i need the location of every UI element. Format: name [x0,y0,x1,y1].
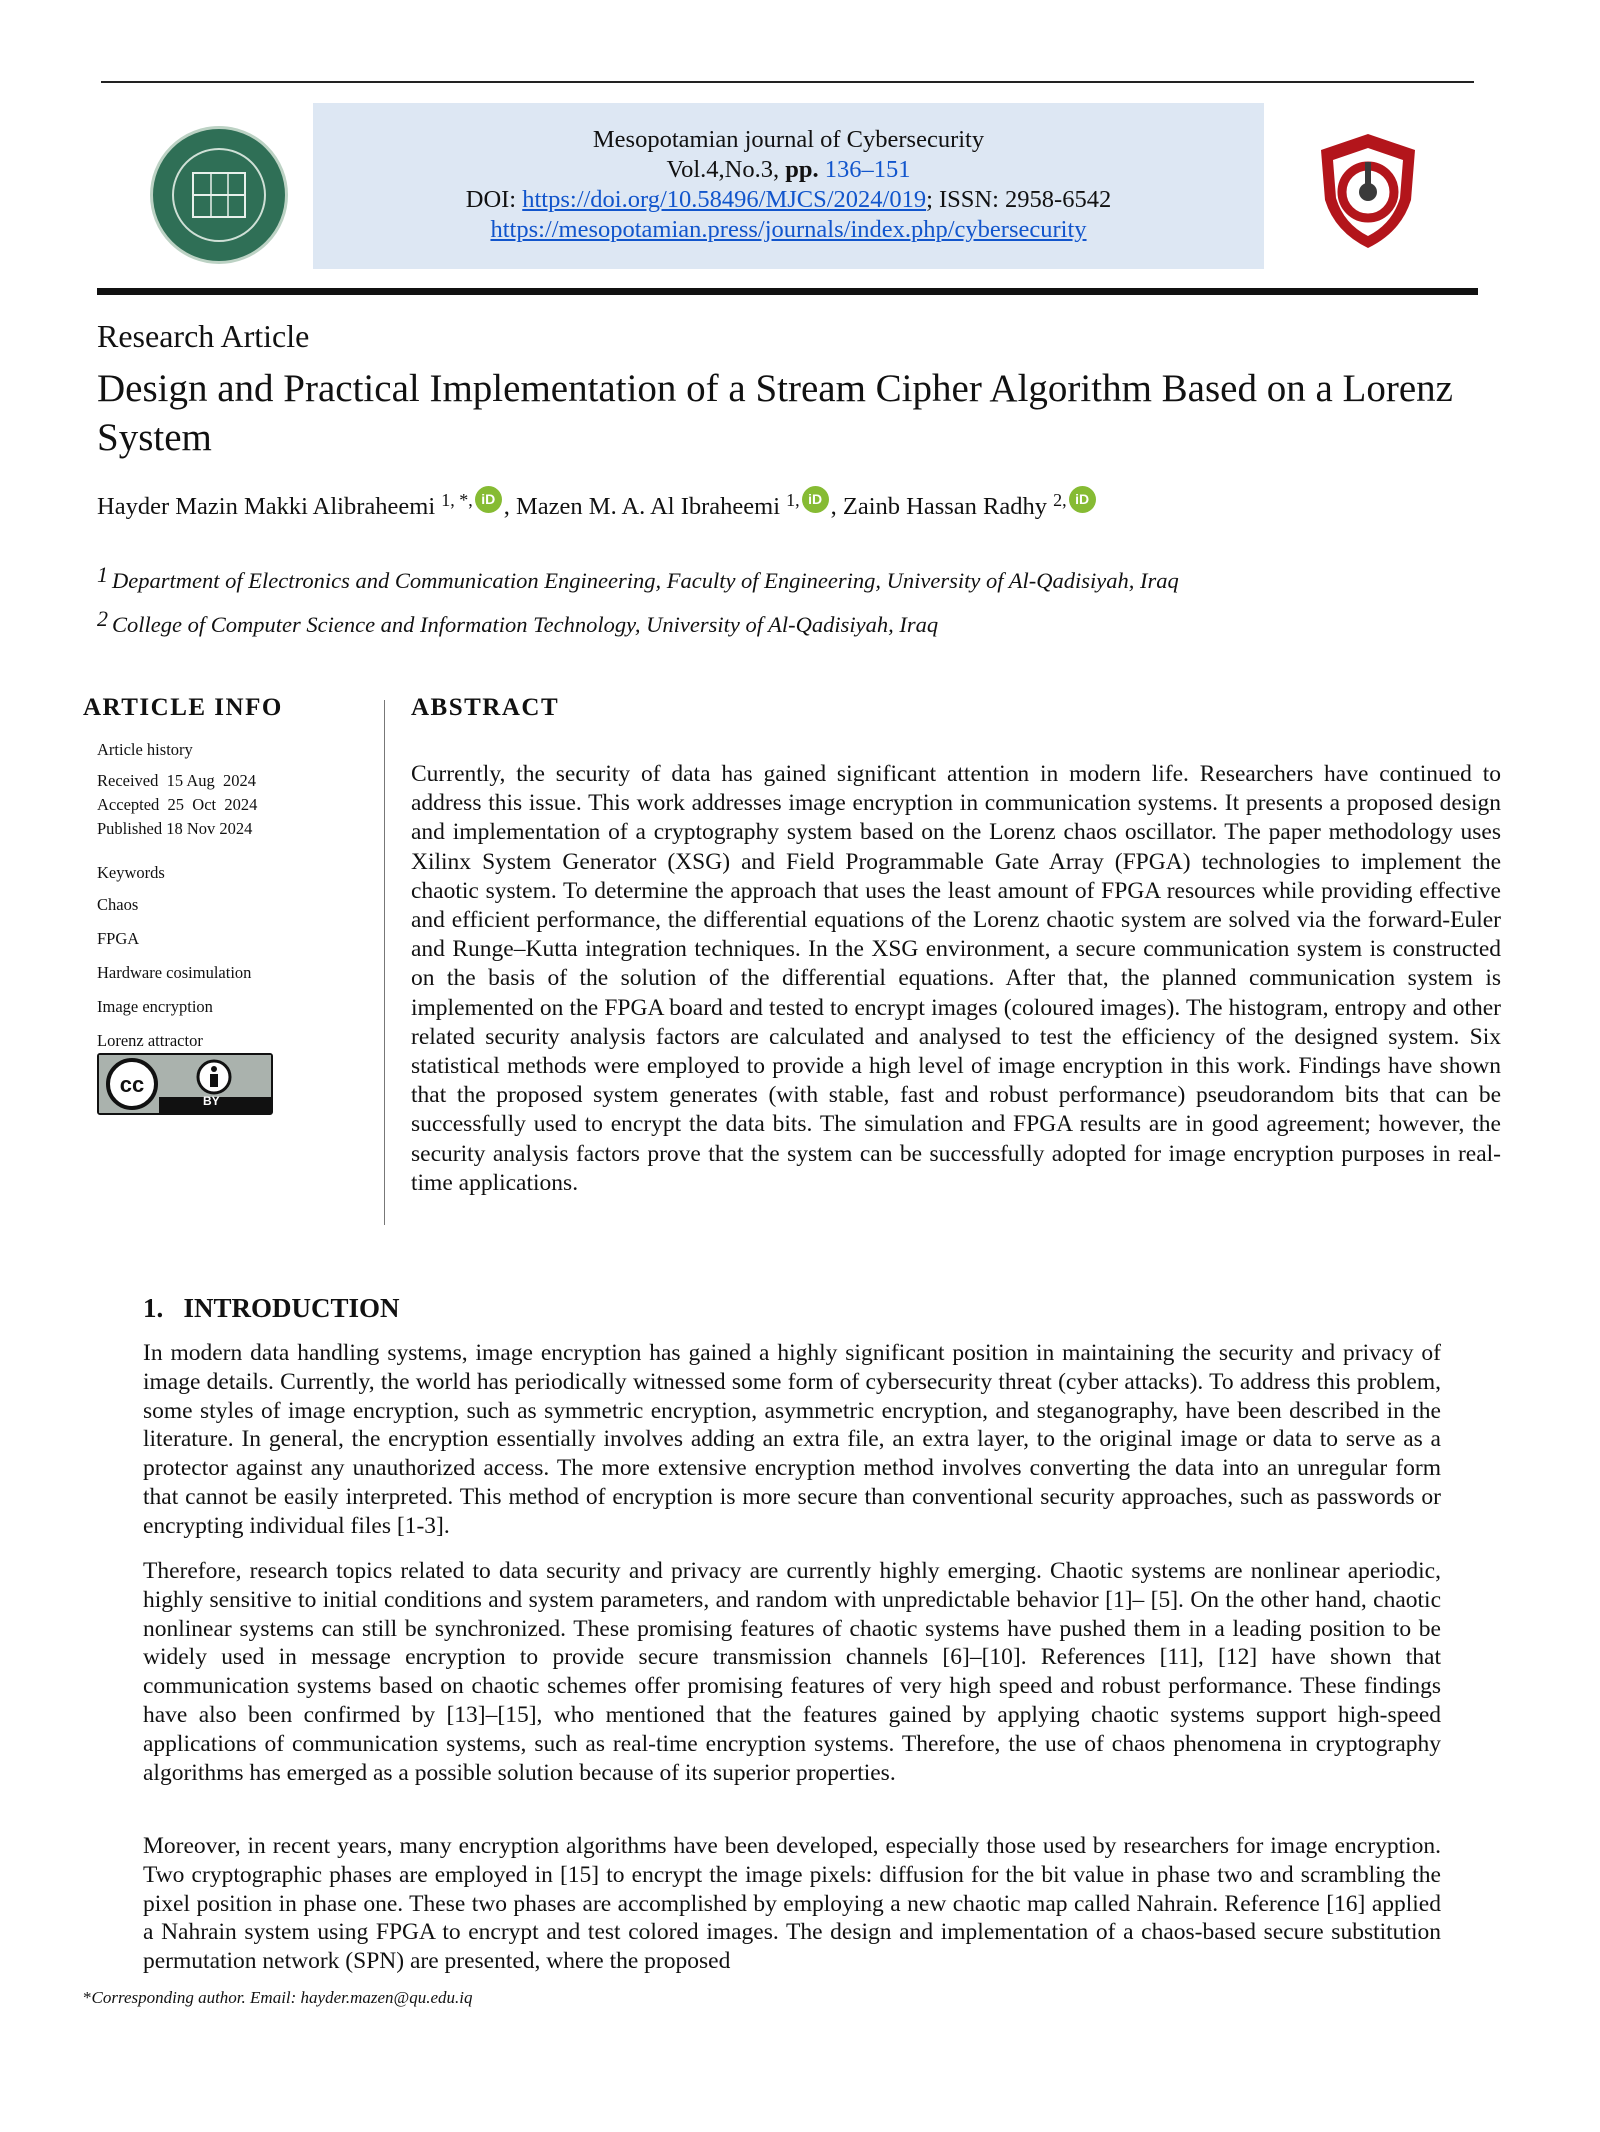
keyword: Lorenz attractor [97,1031,203,1050]
volume: Vol.4,No.3, [666,156,786,183]
article-info-heading: ARTICLE INFO [83,694,283,721]
footnote-mark: * [83,1988,92,2007]
publisher-seal-logo [150,126,288,264]
orcid-icon[interactable]: iD [475,486,502,513]
author-name: Hayder Mazin Makki Alibraheemi [97,493,442,520]
shield-icon [1305,128,1431,254]
affiliation-2 [97,606,938,638]
keyword: Image encryption [97,997,213,1016]
published-date: Published 18 Nov 2024 [97,819,253,838]
received-date: Received 15 Aug 2024 [97,771,257,790]
header-thick-rule [97,288,1478,295]
author-name: , Zainb Hassan Radhy [830,493,1054,520]
affiliation-text: College of Computer Science and Information Technology, University of Al-Qadisiyah, Iraq [112,612,939,637]
doi-link[interactable]: https://doi.org/10.58496/MJCS/2024/019 [522,186,927,213]
issn: ; ISSN: 2958-6542 [926,186,1112,213]
journal-info-box [313,103,1264,269]
orcid-icon[interactable]: iD [1069,486,1096,513]
journal-name: Mesopotamian journal of Cybersecurity [592,126,985,153]
header-top-rule [101,81,1474,83]
abstract-text: Currently, the security of data has gained significant attention in modern life. Researchers have continued to address this issue. This work addresses image encryption in communication systems. It presents a proposed design and implementation of a cryptography system based on the Lorenz chaos oscillator. The paper methodology uses Xilinx System Generator (XSG) and Field Programmable Gate Array (FPGA) technologies to implement the chaotic system. To determine the approach that uses the least amount of FPGA resources while providing effective and efficient performance, the differential equations of the Lorenz chaotic system are solved via the forward-Euler and Runge–Kutta integration techniques. In the XSG environment, a secure communication system is constructed on the basis of the solution of the differential equations. After that, the planned communication system is implemented on the FPGA board and tested to encrypt images (coloured images). The histogram, entropy and other related security analysis factors are calculated and analysed to test the efficiency of the designed system. Six statistical methods were employed to provide a high level of image encryption in this work. Findings have shown that the proposed system generates (with stable, fast and robust performance) pseudorandom bits that can be successfully used to encrypt the data bits. The simulation and FPGA results are in good agreement; however, the security analysis factors prove that the system can be successfully adopted for image encryption purposes in real-time applications. [411,761,1501,1196]
volume-pages [313,155,1264,185]
affiliation-1 [97,562,1179,594]
keywords-label: Keywords [97,863,165,882]
keyword: FPGA [97,929,140,948]
orcid-icon[interactable]: iD [802,486,829,513]
cc-icon [99,1055,271,1113]
author-name: , Mazen M. A. Al Ibraheemi [503,493,787,520]
footnote-text: Corresponding author. Email: hayder.mazen@qu.edu.iq [91,1988,473,2007]
section-heading-introduction: 1. INTRODUCTION [143,1293,400,1323]
corresponding-author-footnote [83,1988,472,2008]
accepted-date: Accepted 25 Oct 2024 [97,795,258,814]
seal-icon [153,129,285,261]
author-affil-marker: 1, [786,490,800,510]
intro-paragraph-3: Moreover, in recent years, many encryption algorithms have been developed, especially those used by researchers for image encryption. Two cryptographic phases are employed in [15] to encrypt the image pixels: diffusion for the bit value in phase two and scrambling the pixel position in phase one. These two phases are accomplished by employing a new chaotic map called Nahrain. Reference [16] applied a Nahrain system using FPGA to encrypt and test colored images. The design and implementation of a chaos-based secure substitution permutation network (SPN) are presented, where the proposed [143,1833,1441,1975]
abstract-heading: ABSTRACT [411,694,560,721]
journal-shield-logo [1305,128,1431,254]
doi-label: DOI: [465,186,523,213]
svg-text:cc: cc [119,1072,145,1097]
affiliation-text: Department of Electronics and Communication Engineering, Faculty of Engineering, University of Al-Qadisiyah, Iraq [112,568,1179,593]
affiliation-number: 1 [97,562,108,587]
cc-by-license-badge[interactable] [97,1053,273,1115]
author-affil-marker: 2, [1053,490,1067,510]
pp-label: pp. [785,156,819,183]
doi-line [313,185,1264,215]
paper-title: Design and Practical Implementation of a Stream Cipher Algorithm Based on a Lorenz System [97,367,1453,459]
keyword: Hardware cosimulation [97,963,252,982]
author-list [97,486,1098,521]
journal-url-line [313,215,1264,245]
intro-paragraph-1: In modern data handling systems, image encryption has gained a highly significant position in maintaining the security and privacy of image details. Currently, the world has periodically witnessed some form of cybersecurity threat (cyber attacks). To address this problem, some styles of image encryption, such as symmetric encryption, asymmetric encryption, and steganography, have been described in the literature. In general, the encryption essentially involves adding an extra file, an extra layer, to the original image or data to serve as a protector against any unauthorized access. The more extensive encryption method involves converting the data into an unregular form that cannot be easily interpreted. This method of encryption is more secure than conventional security approaches, such as passwords or encrypting individual files [1-3]. [143,1340,1441,1539]
license-by-label: BY [203,1094,220,1108]
column-divider [384,700,385,1225]
affiliation-number: 2 [97,606,108,631]
article-type: Research Article [97,318,310,354]
intro-paragraph-2: Therefore, research topics related to data security and privacy are currently highly emerging. Chaotic systems are nonlinear aperiodic, highly sensitive to initial conditions and system parameters, and random with unpredictable behavior [1]– [5]. On the other hand, chaotic nonlinear systems can still be synchronized. These promising features of chaotic systems have pushed them in a leading position to be widely used in message encryption to provide secure transmission channels [6]–[10]. References [11], [12] have shown that communication systems based on chaotic schemes offer promising features of very high speed and robust performance. These findings have also been confirmed by [13]–[15], who mentioned that the features gained by applying chaotic systems support high-speed applications of communication systems, such as real-time encryption systems. Therefore, the use of chaos phenomena in cryptography algorithms has emerged as a possible solution because of its superior properties. [143,1558,1441,1786]
keyword: Chaos [97,895,139,914]
article-history-label: Article history [97,740,193,759]
author-affil-marker: 1, *, [441,490,473,510]
journal-url-link[interactable]: https://mesopotamian.press/journals/index.php/cybersecurity [490,216,1087,243]
page-range: 136–151 [824,156,911,183]
